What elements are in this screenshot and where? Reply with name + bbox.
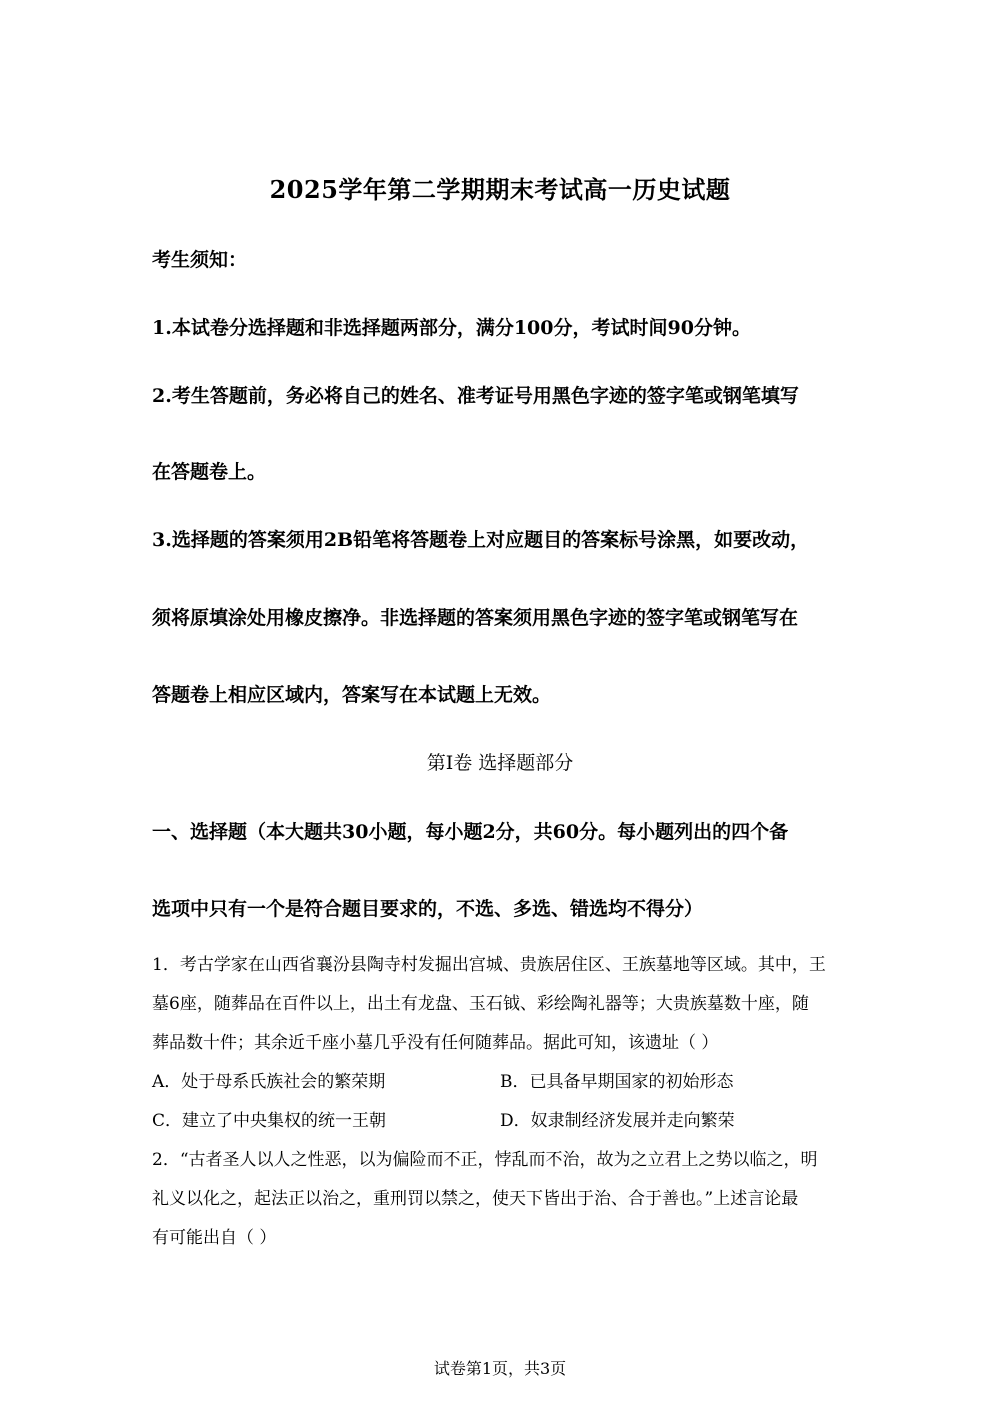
section-1-heading-line-2: 选项中只有一个是符合题目要求的，不选、多选、错选均不得分） <box>152 898 704 920</box>
question-1-option-a: A．处于母系氏族社会的繁荣期 <box>152 1072 386 1092</box>
volume-title: 第Ⅰ卷 选择题部分 <box>426 752 574 774</box>
question-1-option-d: D．奴隶制经济发展并走向繁荣 <box>500 1111 735 1131</box>
question-1-option-c: C．建立了中央集权的统一王朝 <box>152 1111 387 1131</box>
question-2-line-1: 2．“古者圣人以人之性恶，以为偏险而不正，悖乱而不治，故为之立君上之势以临之，明 <box>152 1150 818 1170</box>
question-2-line-2: 礼义以化之，起法正以治之，重刑罚以禁之，使天下皆出于治、合于善也。”上述言论最 <box>152 1189 799 1209</box>
notice-item-2-line-1: 2.考生答题前，务必将自己的姓名、准考证号用黑色字迹的签字笔或钢笔填写 <box>152 385 799 407</box>
notice-item-2-line-2: 在答题卷上。 <box>152 461 267 483</box>
question-2-line-3: 有可能出自（ ） <box>152 1228 277 1248</box>
notice-heading: 考生须知： <box>152 249 248 271</box>
notice-item-3-line-3: 答题卷上相应区域内，答案写在本试题上无效。 <box>152 684 552 706</box>
notice-item-3-line-2: 须将原填涂处用橡皮擦净。非选择题的答案须用黑色字迹的签字笔或钢笔写在 <box>152 607 799 629</box>
notice-item-3-line-1: 3.选择题的答案须用2B铅笔将答题卷上对应题目的答案标号涂黑，如要改动， <box>152 529 810 551</box>
page-footer: 试卷第1页，共3页 <box>433 1359 567 1378</box>
question-1-line-1: 1．考古学家在山西省襄汾县陶寺村发掘出宫城、贵族居住区、王族墓地等区域。其中，王 <box>152 955 826 975</box>
section-1-heading-line-1: 一、选择题（本大题共30小题，每小题2分，共60分。每小题列出的四个备 <box>152 821 789 843</box>
question-1-option-b: B．已具备早期国家的初始形态 <box>500 1072 734 1092</box>
question-1-line-2: 墓6座，随葬品在百件以上，出土有龙盘、玉石钺、彩绘陶礼器等；大贵族墓数十座，随 <box>152 994 809 1014</box>
notice-item-1: 1.本试卷分选择题和非选择题两部分，满分100分，考试时间90分钟。 <box>152 317 751 339</box>
exam-title: 2025学年第二学期期末考试高一历史试题 <box>269 175 731 204</box>
question-1-line-3: 葬品数十件；其余近千座小墓几乎没有任何随葬品。据此可知，该遗址（ ） <box>152 1033 719 1053</box>
